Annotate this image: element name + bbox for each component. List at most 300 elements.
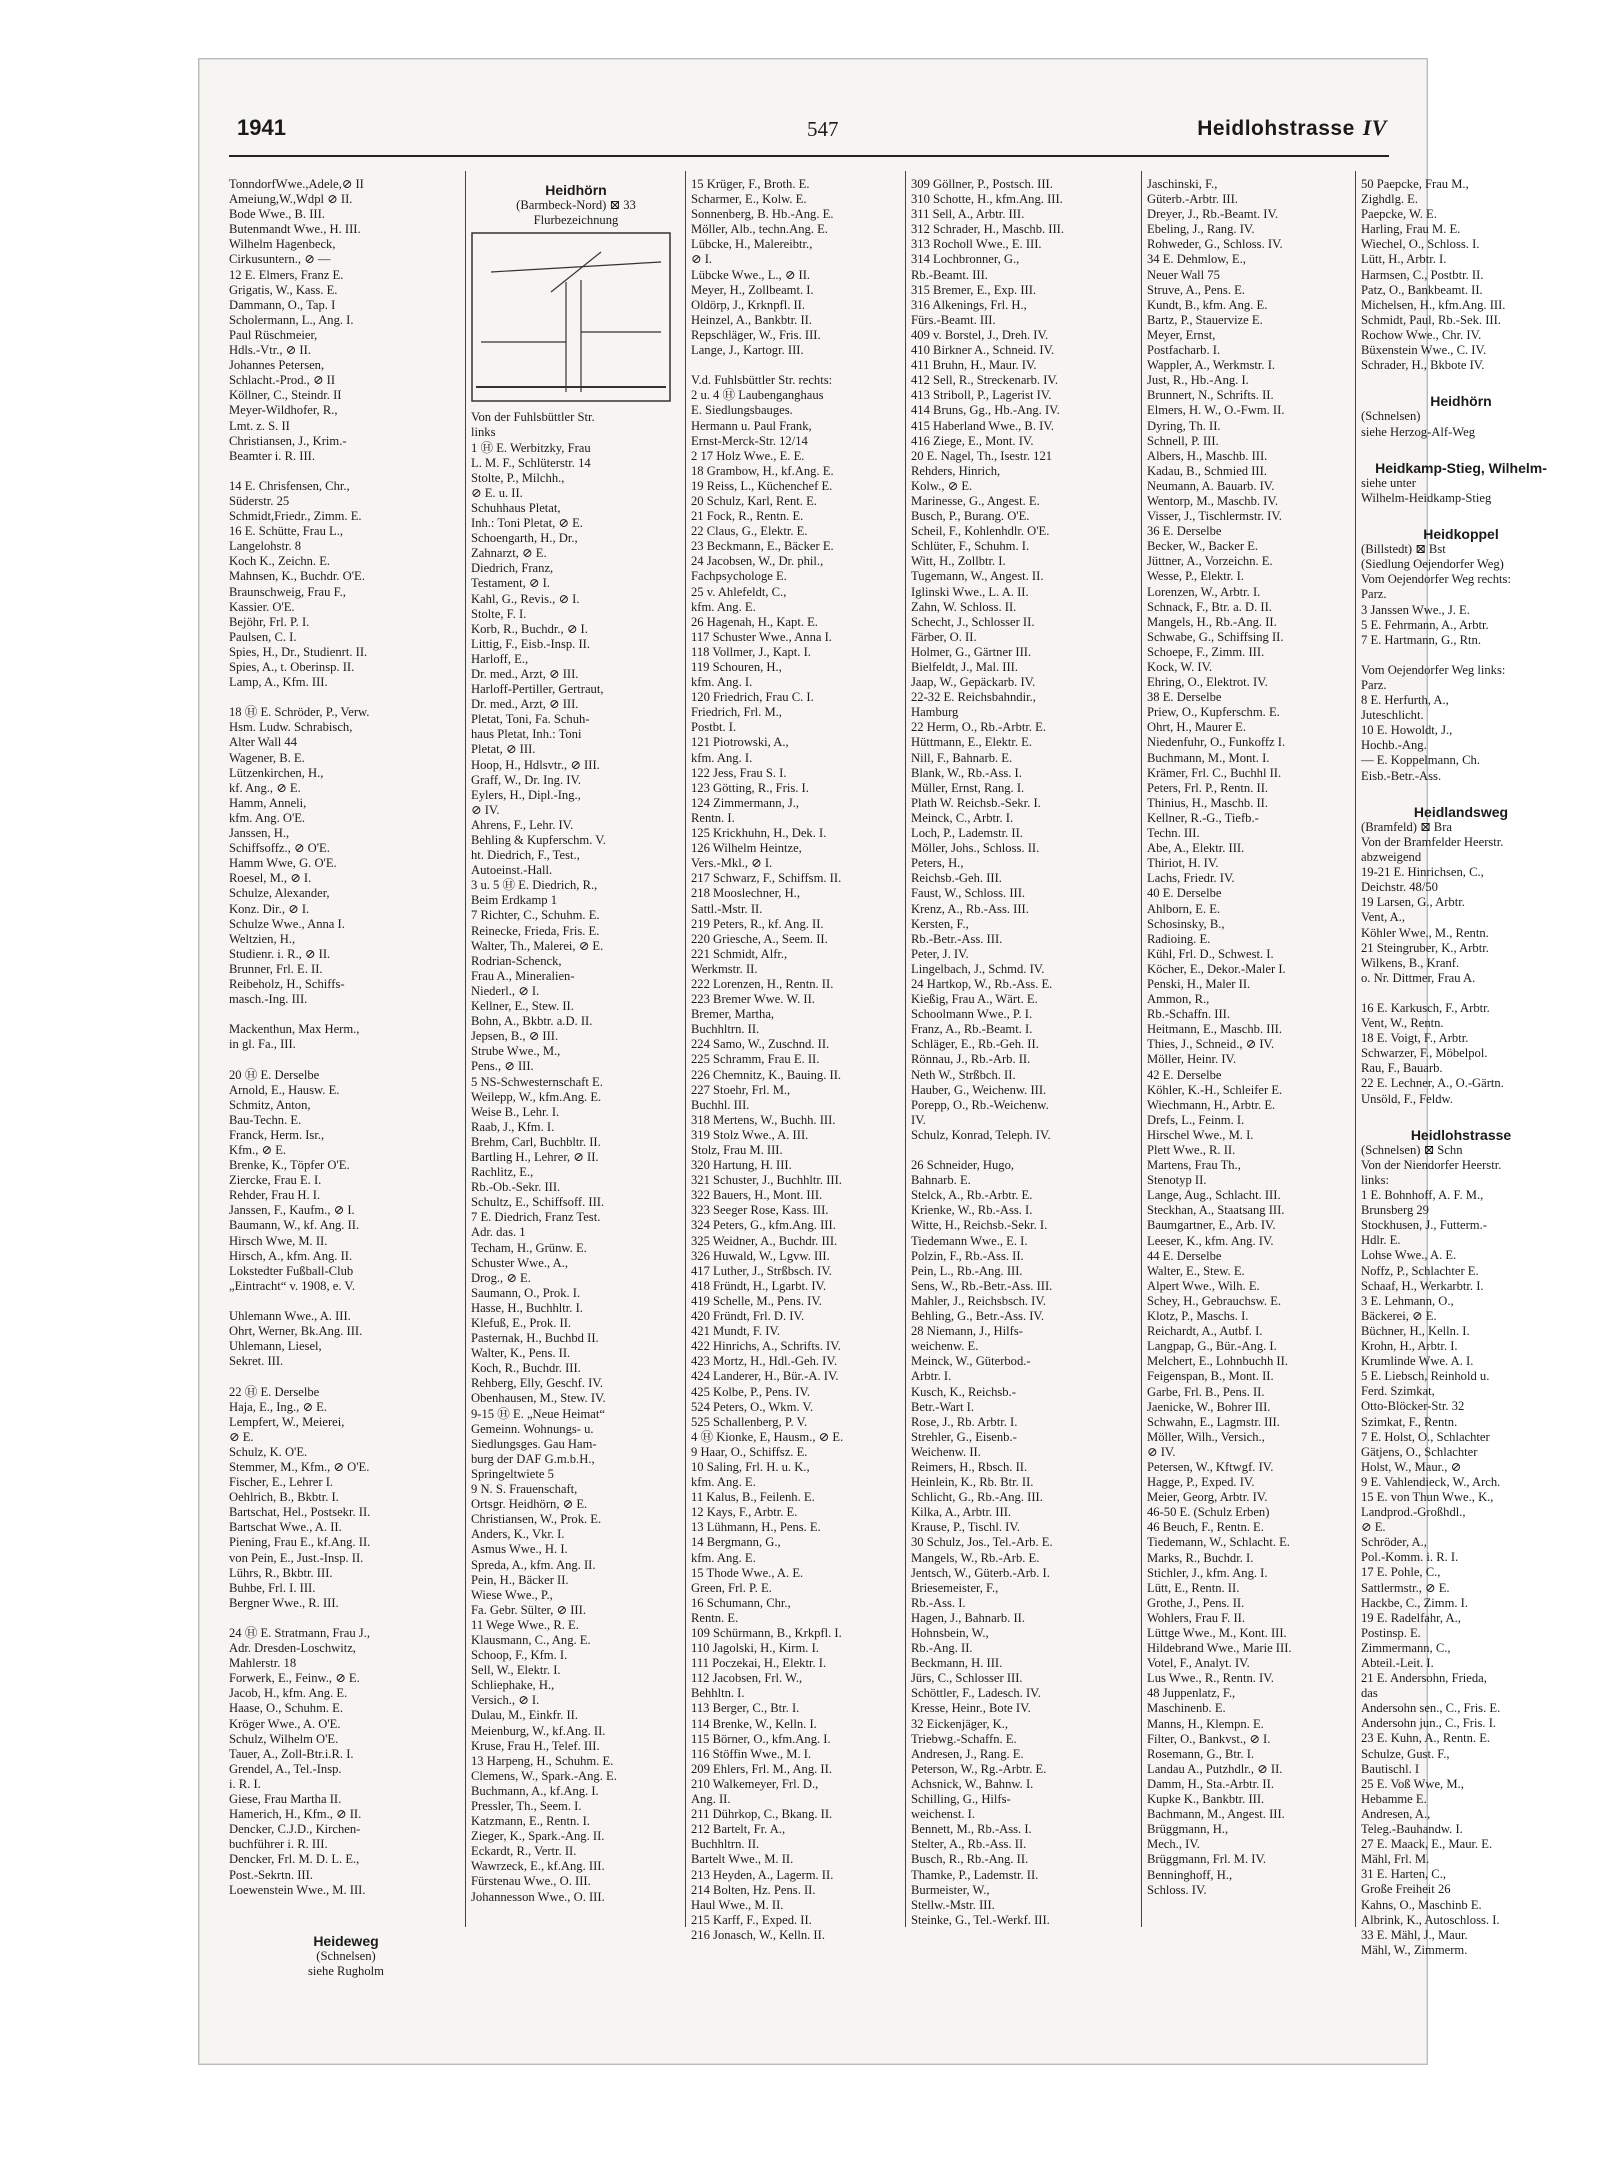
directory-entry: Jepsen, B., ⊘ III. <box>471 1029 559 1044</box>
directory-entry: 4 Ⓗ Kionke, E, Hausm., ⊘ E. <box>691 1429 844 1444</box>
directory-entry: 311 Sell, A., Arbtr. III. <box>911 207 1025 222</box>
directory-entry: Pein, H., Bäcker II. <box>471 1572 569 1587</box>
directory-entry: Repschläger, W., Fris. III. <box>691 327 821 342</box>
directory-entry: Lütt, E., Rentn. II. <box>1147 1580 1240 1595</box>
directory-entry: Uhlemann Wwe., A. III. <box>229 1309 351 1324</box>
directory-entry: Behling, G., Betr.-Ass. IV. <box>911 1309 1045 1324</box>
header-street <box>1197 115 1387 141</box>
directory-entry: siehe unter <box>1361 475 1416 490</box>
column-6 <box>1361 177 1561 1958</box>
directory-entry: das <box>1361 1686 1378 1701</box>
directory-entry: in gl. Fa., III. <box>229 1037 296 1052</box>
directory-entry: Möller, Alb., techn.Ang. E. <box>691 222 828 237</box>
directory-entry: 20 Schulz, Karl, Rent. E. <box>691 493 817 508</box>
directory-entry: Plett Wwe., R. II. <box>1147 1143 1236 1157</box>
directory-entry: 123 Götting, R., Fris. I. <box>691 780 809 795</box>
directory-entry: ⊘ E. <box>1361 1520 1386 1535</box>
directory-entry: Schrader, H., Bkbote IV. <box>1361 358 1485 373</box>
directory-entry: Von der Fuhlsbüttler Str. <box>471 410 595 425</box>
directory-entry: Janssen, F., Kaufm., ⊘ I. <box>229 1203 355 1218</box>
directory-entry: Martens, Frau Th., <box>1147 1158 1241 1173</box>
directory-entry: Lütt, H., Arbtr. I. <box>1361 252 1447 267</box>
directory-entry: Landprod.-Großhdl., <box>1361 1505 1466 1520</box>
directory-entry <box>229 1898 463 1913</box>
directory-entry: Bartz, P., Stauervize E. <box>1147 312 1263 327</box>
directory-entry: Feigenspan, B., Mont. II. <box>1147 1369 1274 1384</box>
directory-entry: 42 E. Derselbe <box>1147 1067 1222 1082</box>
directory-entry <box>911 1143 1139 1158</box>
directory-entry: Jüttner, A., Vorzeichn. E. <box>1147 554 1273 569</box>
directory-entry: Versich., ⊘ I. <box>471 1693 540 1708</box>
directory-entry: Von der Niendorfer Heerstr. <box>1361 1157 1502 1172</box>
directory-entry: Fachpsychologe E. <box>691 569 787 584</box>
directory-entry: Vom Oejendorfer Weg rechts: <box>1361 572 1511 587</box>
directory-entry: 16 E. Karkusch, F., Arbtr. <box>1361 1000 1490 1015</box>
directory-entry: E. Siedlungsbauges. <box>691 403 793 418</box>
directory-entry: Niedenfuhr, O., Funkoffz I. <box>1147 735 1286 750</box>
directory-entry: Kadau, B., Schmied III. <box>1147 463 1267 478</box>
directory-entry: 425 Kolbe, P., Pens. IV. <box>691 1384 811 1399</box>
directory-entry: Haase, O., Schuhm. E. <box>229 1701 344 1716</box>
directory-entry: 227 Stoehr, Frl. M., <box>691 1082 791 1097</box>
directory-entry: Rehders, Hinrich, <box>911 463 1001 478</box>
directory-entry: Reibeholz, H., Schiffs- <box>229 976 345 991</box>
directory-entry: Stenotyp II. <box>1147 1173 1207 1188</box>
directory-entry: Ferd. Szimkat, <box>1361 1384 1435 1399</box>
directory-entry: Mangels, H., Rb.-Ang. II. <box>1147 614 1277 629</box>
directory-entry: Asmus Wwe., H. I. <box>471 1542 568 1557</box>
directory-entry: Köhler Wwe., M., Rentn. <box>1361 925 1489 940</box>
directory-entry: Tiedemann, W., Schlacht. E. <box>1147 1535 1290 1550</box>
directory-entry: Albrink, K., Autoschloss. I. <box>1361 1912 1500 1927</box>
directory-entry: 12 Kays, F., Arbtr. E. <box>691 1505 798 1520</box>
directory-entry: 326 Huwald, W., Lgvw. III. <box>691 1248 830 1263</box>
directory-entry <box>1361 506 1561 521</box>
directory-entry: ⊘ E. u. II. <box>471 485 523 500</box>
directory-entry: Brunner, Frl. E. II. <box>229 961 323 976</box>
directory-entry: Zimmermann, C., <box>1361 1640 1451 1655</box>
directory-entry: Blank, W., Rb.-Ass. I. <box>911 765 1022 780</box>
directory-entry: Weilepp, W., kfm.Ang. E. <box>471 1089 602 1104</box>
directory-entry: Alter Wall 44 <box>229 735 298 750</box>
directory-entry: 313 Rocholl Wwe., E. III. <box>911 237 1042 252</box>
directory-entry: Zighdlg. E. <box>1361 192 1419 207</box>
directory-entry: Spies, A., t. Oberinsp. II. <box>229 660 355 674</box>
directory-entry: Leeser, K., kfm. Ang. IV. <box>1147 1233 1274 1248</box>
directory-entry: Tugemann, W., Angest. II. <box>911 569 1044 584</box>
directory-entry: Jacob, H., kfm. Ang. E. <box>229 1686 348 1701</box>
directory-entry <box>1361 784 1561 799</box>
directory-entry: Benninghoff, H., <box>1147 1867 1233 1882</box>
column-1 <box>229 177 463 1979</box>
directory-entry: 319 Stolz Wwe., A. III. <box>691 1127 809 1142</box>
directory-entry: Hirsch Wwe, M. II. <box>229 1233 328 1248</box>
directory-entry: 23 Beckmann, E., Bäcker E. <box>691 539 834 554</box>
column-divider <box>1355 171 1356 1927</box>
directory-entry: Lorenzen, W., Arbtr. I. <box>1147 584 1261 599</box>
directory-entry: Hamburg <box>911 705 959 720</box>
directory-entry: Landau A., Putzhdlr., ⊘ II. <box>1147 1761 1283 1776</box>
directory-entry: Schöttler, F., Ladesch. IV. <box>911 1686 1041 1701</box>
directory-entry: 415 Haberland Wwe., B. IV. <box>911 418 1054 433</box>
directory-entry: Lange, Aug., Schlacht. III. <box>1147 1188 1281 1203</box>
directory-entry: Lützenkirchen, H., <box>229 765 324 780</box>
directory-entry: Möller, Heinr. IV. <box>1147 1052 1237 1067</box>
directory-entry: Mähl, Frl. M. <box>1361 1852 1430 1867</box>
directory-entry: 422 Hinrichs, A., Schrifts. IV. <box>691 1339 841 1354</box>
directory-entry: masch.-Ing. III. <box>229 992 308 1007</box>
directory-entry: 225 Schramm, Frau E. II. <box>691 1052 820 1067</box>
directory-entry: 38 E. Derselbe <box>1147 690 1222 705</box>
directory-entry: 321 Schuster, J., Buchhltr. III. <box>691 1173 842 1188</box>
directory-entry: V.d. Fuhlsbüttler Str. rechts: <box>691 373 833 388</box>
directory-entry: TonndorfWwe.,Adele,⊘ II <box>229 177 364 191</box>
directory-entry: kfm. Ang. I. <box>691 675 753 690</box>
directory-entry: 221 Schmidt, Alfr., <box>691 946 788 961</box>
directory-entry: 22 Herm, O., Rb.-Arbtr. E. <box>911 720 1047 735</box>
directory-entry: Stolte, P., Milchh., <box>471 470 565 485</box>
directory-entry: Witt, H., Zollbtr. I. <box>911 554 1006 569</box>
directory-entry: 14 E. Chrisfensen, Chr., <box>229 478 350 493</box>
directory-entry: Kock, W. IV. <box>1147 660 1213 674</box>
directory-entry: Strehler, G., Eisenb.- <box>911 1429 1017 1444</box>
directory-entry: Grendel, A., Tel.-Insp. <box>229 1761 342 1776</box>
directory-entry: Schey, H., Gebrauchsw. E. <box>1147 1293 1282 1308</box>
directory-entry: 524 Peters, O., Wkm. V. <box>691 1399 814 1414</box>
directory-entry: Thamke, P., Lademstr. II. <box>911 1867 1039 1882</box>
directory-entry: Postbt. I. <box>691 720 737 735</box>
directory-entry: 28 Niemann, J., Hilfs- <box>911 1324 1023 1339</box>
street-heading: Heidlandsweg <box>1413 803 1509 820</box>
directory-entry: 25 E. Voß Wwe, M., <box>1361 1776 1464 1791</box>
directory-entry: Schwarzer, F., Möbelpol. <box>1361 1046 1488 1061</box>
directory-entry: Holst, W., Maur., ⊘ <box>1361 1459 1462 1474</box>
directory-entry: Scharmer, E., Kolw. E. <box>691 192 807 207</box>
directory-entry: Meier, Georg, Arbtr. IV. <box>1147 1490 1268 1505</box>
directory-entry: Schnell, P. III. <box>1147 433 1219 448</box>
directory-entry: Meinck, W., Güterbod.- <box>911 1354 1031 1369</box>
directory-entry: Hüttmann, E., Elektr. E. <box>911 735 1033 750</box>
directory-entry: Von der Bramfelder Heerstr. <box>1361 834 1504 849</box>
directory-entry: 226 Chemnitz, K., Bauing. II. <box>691 1067 842 1082</box>
directory-entry: Spreda, A., kfm. Ang. II. <box>471 1557 596 1572</box>
directory-entry: Rehder, Frau H. I. <box>229 1188 321 1203</box>
directory-entry: Wilhelm-Heidkamp-Stieg <box>1361 490 1492 505</box>
directory-entry: Anders, K., Vkr. I. <box>471 1527 565 1542</box>
directory-entry: Harloff, E., <box>471 651 529 666</box>
directory-entry: Buchhl. III. <box>691 1097 750 1112</box>
directory-entry <box>229 1294 463 1309</box>
directory-entry: Reichsb.-Geh. III. <box>911 871 1002 886</box>
directory-entry: Teleg.-Bauhandw. I. <box>1361 1822 1463 1837</box>
directory-entry: Jentsch, W., Güterb.-Arb. I. <box>911 1565 1050 1580</box>
directory-entry <box>229 1611 463 1626</box>
directory-entry: Iglinski Wwe., L. A. II. <box>911 584 1029 599</box>
directory-entry: Stellw.-Mstr. III. <box>911 1897 995 1912</box>
directory-entry: Krämer, Frl. C., Buchhl II. <box>1147 765 1282 780</box>
directory-entry: Arnold, E., Hausw. E. <box>229 1082 340 1097</box>
directory-entry: Bode Wwe., B. III. <box>229 207 325 222</box>
directory-entry: Schoepe, F., Zimm. III. <box>1147 644 1265 659</box>
directory-entry: Hebamme E. <box>1361 1791 1427 1806</box>
directory-entry: Obenhausen, M., Stew. IV. <box>471 1391 606 1406</box>
directory-entry: Lokstedter Fußball-Club <box>229 1263 354 1278</box>
directory-entry: 32 Eickenjäger, K., <box>911 1716 1009 1731</box>
directory-entry: Stockhusen, J., Futterm.- <box>1361 1218 1487 1233</box>
directory-entry: Gätjens, O., Schlachter <box>1361 1444 1478 1459</box>
directory-entry: Wentorp, M., Maschb. IV. <box>1147 493 1278 508</box>
directory-entry: Meinck, C., Arbtr. I. <box>911 810 1014 825</box>
directory-entry: 3 Janssen Wwe., J. E. <box>1361 602 1470 617</box>
directory-entry: 36 E. Derselbe <box>1147 524 1222 539</box>
directory-entry: 410 Birkner A., Schneid. IV. <box>911 343 1055 358</box>
directory-entry: Rohweder, G., Schloss. IV. <box>1147 237 1283 252</box>
directory-entry: 14 Bergmann, G., <box>691 1535 781 1550</box>
directory-entry: Loch, P., Lademstr. II. <box>911 826 1023 841</box>
directory-entry: Wiechel, O., Schloss. I. <box>1361 237 1480 252</box>
directory-entry: Lührs, R., Bkbtr. III. <box>229 1565 333 1580</box>
directory-entry: Kilka, A., Arbtr. III. <box>911 1505 1012 1520</box>
directory-entry: Baumgartner, E., Arb. IV. <box>1147 1218 1276 1233</box>
directory-entry: Ameiung,W.,Wdpl ⊘ II. <box>229 192 353 207</box>
directory-entry: Schecht, J., Schlosser II. <box>911 614 1035 629</box>
directory-entry: Neth W., Strßbch. II. <box>911 1067 1016 1082</box>
directory-entry: Cirkusuntern., ⊘ — <box>229 252 331 267</box>
directory-entry: Wappler, A., Werkmstr. I. <box>1147 358 1276 373</box>
directory-entry: 312 Schrader, H., Maschb. III. <box>911 222 1065 237</box>
directory-entry: Bautischl. I <box>1361 1761 1420 1776</box>
directory-entry: Friedrich, Frl. M., <box>691 705 782 720</box>
directory-entry: 112 Jacobsen, Frl. W., <box>691 1671 803 1686</box>
directory-entry: 22 Ⓗ E. Derselbe <box>229 1384 320 1399</box>
directory-entry: Kröger Wwe., A. O'E. <box>229 1716 341 1731</box>
directory-entry: Zahnarzt, ⊘ E. <box>471 546 547 561</box>
directory-entry: 15 E. von Thun Wwe., K., <box>1361 1489 1494 1504</box>
directory-entry: Manns, H., Klempn. E. <box>1147 1716 1264 1731</box>
directory-entry <box>229 1369 463 1384</box>
directory-entry: 310 Schotte, H., kfm.Ang. III. <box>911 192 1063 207</box>
directory-entry: Pressler, Th., Seem. I. <box>471 1799 582 1813</box>
directory-entry: 18 E. Voigt, F., Arbtr. <box>1361 1031 1469 1046</box>
directory-entry: 418 Fründt, H., Lgarbt. IV. <box>691 1278 827 1293</box>
directory-entry: 16 Schumann, Chr., <box>691 1595 791 1610</box>
directory-entry: Kellner, R.-G., Tiefb.- <box>1147 810 1259 825</box>
directory-entry: Heitmann, E., Maschb. III. <box>1147 1022 1282 1037</box>
directory-entry: Behling & Kupferschm. V. <box>471 833 606 847</box>
directory-entry: Mahler, J., Reichsbsch. IV. <box>911 1293 1046 1308</box>
directory-entry: Behhltn. I. <box>691 1686 745 1701</box>
directory-entry: Sattlermstr., ⊘ E. <box>1361 1580 1450 1595</box>
directory-entry: Lamp, A., Kfm. III. <box>229 675 328 690</box>
directory-entry: 13 Lühmann, H., Pens. E. <box>691 1520 821 1535</box>
directory-entry: Giese, Frau Martha II. <box>229 1792 342 1807</box>
directory-entry: 15 Krüger, F., Broth. E. <box>691 177 810 191</box>
directory-entry: 8 E. Herfurth, A., <box>1361 693 1449 708</box>
directory-entry: Peter, J. IV. <box>911 946 969 961</box>
directory-entry: Krienke, W., Rb.-Ass. I. <box>911 1203 1033 1218</box>
directory-entry: Drog., ⊘ E. <box>471 1270 531 1285</box>
directory-entry: burg der DAF G.m.b.H., <box>471 1451 595 1466</box>
directory-entry: Becker, W., Backer E. <box>1147 539 1259 554</box>
directory-entry: IV. <box>911 1112 926 1127</box>
directory-entry: Autoeinst.-Hall. <box>471 863 553 878</box>
directory-entry: 324 Peters, G., kfm.Ang. III. <box>691 1218 836 1233</box>
directory-entry: Mech., IV. <box>1147 1837 1200 1852</box>
directory-entry: Langelohstr. 8 <box>229 539 302 554</box>
directory-entry: Drefs, L., Feinm. I. <box>1147 1112 1245 1127</box>
directory-entry: Ang. II. <box>691 1792 731 1807</box>
directory-entry: 525 Schallenberg, P. V. <box>691 1414 808 1429</box>
directory-entry <box>229 1913 463 1928</box>
directory-entry: Färber, O. II. <box>911 629 977 644</box>
directory-entry: Braunschweig, Frau F., <box>229 584 346 599</box>
directory-entry: ht. Diedrich, F., Test., <box>471 848 580 863</box>
directory-entry: Strube Wwe., M., <box>471 1044 561 1059</box>
directory-entry: Pasternak, H., Buchbd II. <box>471 1331 599 1346</box>
directory-entry: Ehring, O., Elektrot. IV. <box>1147 675 1268 690</box>
directory-entry: 2 17 Holz Wwe., E. E. <box>691 448 805 463</box>
column-3 <box>691 177 901 1943</box>
directory-entry: Dr. med., Arzt, ⊘ III. <box>471 697 579 712</box>
directory-entry: (Siedlung Oejendorfer Weg) <box>1361 557 1504 572</box>
directory-entry: Thiriot, H. IV. <box>1147 856 1219 871</box>
directory-entry: Wohlers, Frau F. II. <box>1147 1610 1246 1625</box>
directory-entry <box>229 464 463 479</box>
directory-entry: Elmers, H. W., O.-Fwm. II. <box>1147 403 1285 418</box>
directory-entry: 416 Ziege, E., Mont. IV. <box>911 433 1034 448</box>
directory-entry: Meyer, Ernst, <box>1147 327 1216 342</box>
directory-entry: 24 Hartkop, W., Rb.-Ass. E. <box>911 976 1053 991</box>
directory-entry: Rose, J., Rb. Arbtr. I. <box>911 1414 1018 1429</box>
directory-entry: Parz. <box>1361 587 1387 602</box>
street-heading: Heidhörn <box>1430 393 1492 410</box>
directory-entry: Kusch, K., Reichsb.- <box>911 1384 1016 1399</box>
directory-entry: Brunnert, N., Schrifts. II. <box>1147 388 1274 403</box>
directory-entry: ⊘ IV. <box>1147 1444 1176 1459</box>
directory-entry: Briesemeister, F., <box>911 1580 999 1595</box>
directory-entry: Ammon, R., <box>1147 992 1210 1007</box>
directory-entry: Neumann, A. Bauarb. IV. <box>1147 478 1275 493</box>
directory-entry: Hdlr. E. <box>1361 1233 1401 1248</box>
directory-entry: 315 Bremer, E., Exp. III. <box>911 282 1037 297</box>
header-street-name: Heidlohstrasse <box>1197 117 1355 140</box>
directory-entry: Inh.: Toni Pletat, ⊘ E. <box>471 516 583 531</box>
directory-entry: 217 Schwarz, F., Schiffsm. II. <box>691 871 842 886</box>
directory-entry: Kellner, E., Stew. II. <box>471 999 574 1014</box>
column-divider <box>685 171 686 1927</box>
directory-entry: Juteschlicht. <box>1361 708 1424 723</box>
directory-entry: 7 Richter, C., Schuhm. E. <box>471 908 600 923</box>
directory-entry: Graff, W., Dr. Ing. IV. <box>471 772 582 787</box>
directory-entry: Kersten, F., <box>911 916 969 931</box>
directory-entry: 214 Bolten, Hz. Pens. II. <box>691 1882 816 1897</box>
directory-entry: 409 v. Borstel, J., Dreh. IV. <box>911 327 1049 342</box>
directory-entry: Schwahn, E., Lagmstr. III. <box>1147 1414 1280 1429</box>
directory-entry: Meienburg, W., kf.Ang. II. <box>471 1723 606 1738</box>
directory-entry: Meyer, H., Zollbeamt. I. <box>691 282 814 297</box>
directory-entry: 2 u. 4 Ⓗ Laubenganghaus <box>691 388 824 403</box>
header-roman: IV <box>1362 115 1387 140</box>
directory-entry: Rb.-Ang. II. <box>911 1641 973 1656</box>
directory-entry: 21 Steingruber, K., Arbtr. <box>1361 940 1489 955</box>
directory-entry: Lange, J., Kartogr. III. <box>691 343 804 358</box>
column-divider <box>905 171 906 1927</box>
directory-entry: Buchhltrn. II. <box>691 1022 760 1037</box>
directory-entry: Kießig, Frau A., Wärt. E. <box>911 992 1038 1007</box>
directory-entry: Peterson, W., Rg.-Arbtr. E. <box>911 1761 1047 1776</box>
directory-entry: Krenz, A., Rb.-Ass. III. <box>911 901 1029 916</box>
directory-entry: Kfm., ⊘ E. <box>229 1143 287 1157</box>
directory-entry: Rb.-Schaffn. III. <box>1147 1007 1231 1022</box>
directory-entry: Jürs, C., Schlosser III. <box>911 1671 1023 1686</box>
directory-entry: Schoengarth, H., Dr., <box>471 531 578 546</box>
directory-entry: 5 E. Liebsch, Reinhold u. <box>1361 1369 1490 1384</box>
page-number: 547 <box>807 117 839 141</box>
directory-entry: 46-50 E. (Schulz Erben) <box>1147 1505 1270 1520</box>
directory-entry: Dyring, Th. II. <box>1147 418 1221 433</box>
directory-entry: Ortsgr. Heidhörn, ⊘ E. <box>471 1497 588 1512</box>
directory-entry: Büxenstein Wwe., C. IV. <box>1361 343 1487 358</box>
directory-entry: Busch, P., Burang. O'E. <box>911 509 1030 524</box>
directory-entry: Klefuß, E., Prok. II. <box>471 1316 572 1330</box>
directory-entry: 33 E. Mähl, J., Maur. <box>1361 1927 1468 1942</box>
directory-entry: 3 u. 5 Ⓗ E. Diedrich, R., <box>471 878 598 893</box>
directory-entry: Testament, ⊘ I. <box>471 576 550 591</box>
directory-entry: Meyer-Wildhofer, R., <box>229 403 338 418</box>
directory-entry: Hamm, Anneli, <box>229 795 307 810</box>
directory-entry: 423 Mortz, H., Hdl.-Geh. IV. <box>691 1354 837 1369</box>
directory-entry: Schoolmann Wwe., P. I. <box>911 1007 1033 1022</box>
directory-entry: 10 Saling, Frl. H. u. K., <box>691 1459 810 1474</box>
directory-entry: Hohnsbein, W., <box>911 1626 989 1640</box>
directory-entry: Hirschel Wwe., M. I. <box>1147 1127 1254 1142</box>
directory-entry: Dulau, M., Einkfr. II. <box>471 1708 579 1723</box>
directory-entry: Lüttge Wwe., M., Kont. III. <box>1147 1626 1287 1640</box>
directory-entry: 17 E. Pohle, C., <box>1361 1565 1441 1580</box>
directory-entry: Köhler, K.-H., Schleifer E. <box>1147 1082 1283 1097</box>
header-year: 1941 <box>237 115 286 140</box>
directory-entry: Schuhhaus Pletat, <box>471 500 561 515</box>
directory-entry: weichenw. E. <box>911 1339 979 1354</box>
directory-entry: Schliephake, H., <box>471 1678 555 1693</box>
directory-entry: Schulz, K. O'E. <box>229 1444 308 1459</box>
directory-entry: 122 Jess, Frau S. I. <box>691 765 787 780</box>
directory-entry: Stelck, A., Rb.-Arbtr. E. <box>911 1188 1033 1203</box>
directory-entry: Oehlrich, B., Bkbtr. I. <box>229 1490 339 1505</box>
directory-entry: Porepp, O., Rb.-Weichenw. <box>911 1097 1049 1112</box>
directory-entry: Raab, J., Kfm. I. <box>471 1119 555 1134</box>
directory-entry: Diedrich, Franz, <box>471 561 554 576</box>
directory-entry: Techam, H., Grünw. E. <box>471 1240 587 1255</box>
directory-entry: Grothe, J., Pens. II. <box>1147 1595 1245 1610</box>
directory-entry: Hamm Wwe, G. O'E. <box>229 856 337 871</box>
directory-entry <box>1361 440 1561 455</box>
directory-entry: Bäckerei, ⊘ E. <box>1361 1308 1437 1323</box>
directory-entry: Witte, H., Reichsb.-Sekr. I. <box>911 1218 1048 1233</box>
directory-entry: 124 Zimmermann, J., <box>691 795 800 810</box>
directory-entry: Brüggmann, H., <box>1147 1822 1229 1837</box>
directory-entry: Beamter i. R. III. <box>229 448 316 463</box>
directory-entry: Buchmann, A., kf.Ang. I. <box>471 1783 599 1798</box>
directory-entry: 18 Grambow, H., kf.Ang. E. <box>691 463 834 478</box>
directory-entry: Schoop, F., Kfm. I. <box>471 1648 568 1663</box>
directory-entry <box>1361 373 1561 388</box>
directory-entry: ⊘ E. <box>229 1429 254 1444</box>
directory-entry <box>1361 648 1561 663</box>
column-2 <box>471 177 681 1905</box>
directory-entry: 210 Walkemeyer, Frl. D., <box>691 1776 819 1791</box>
directory-entry: Bohn, A., Bkbtr. a.D. II. <box>471 1014 593 1029</box>
